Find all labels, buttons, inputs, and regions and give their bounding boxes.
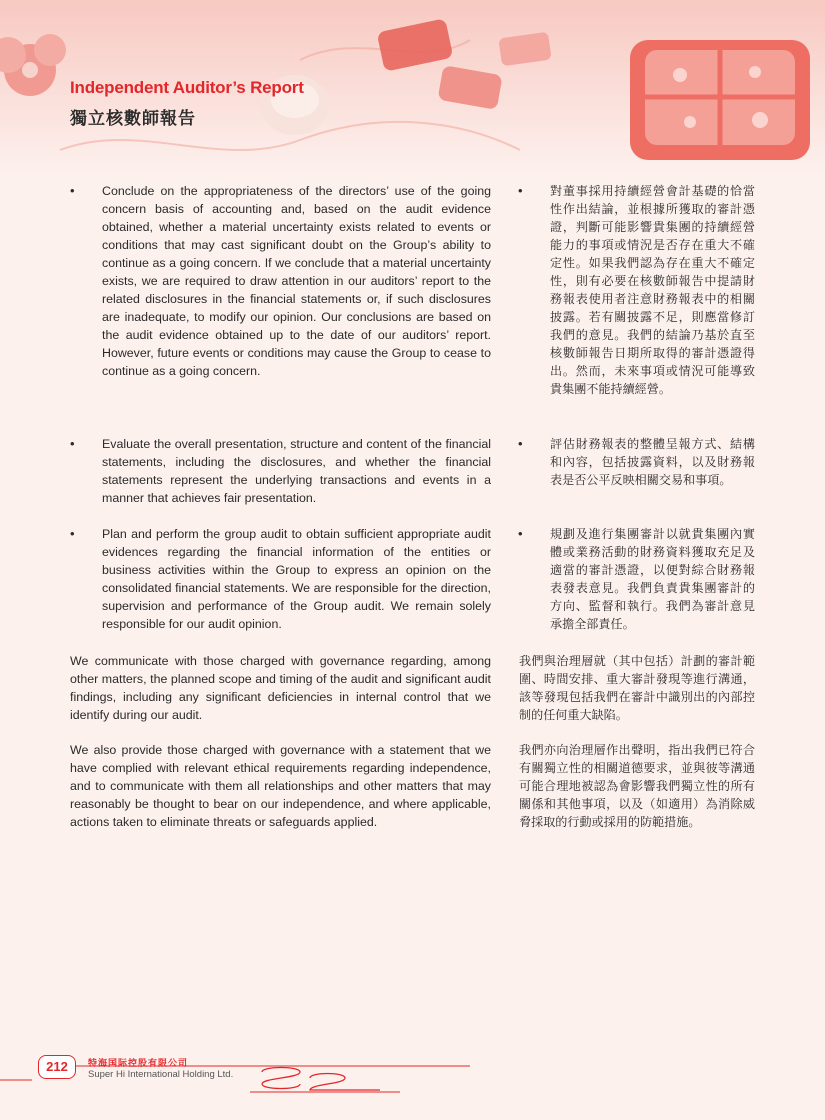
bullet-text-en: Conclude on the appropriateness of the directors’ use of the going concern basis of accounting and, based on the audit evidence obtained, whether a material uncertainty exists related to events or conditions that may cast significant doubt on the Group’s ability to continue as a going concern. If we conclude that a material uncertainty exists, we are required to draw attention in our auditors’ report to the related disclosures in the financial statements or, if such disclosures are inadequate, to modify our opinion. Our conclusions are based on the audit evidence obtained up to the date of our auditors’ report. However, future events or conditions may cause the Group to cease to continue as a going concern. xyxy=(102,184,491,378)
bullet-text-en: Evaluate the overall presentation, structure and content of the financial statements, including the disclosures, and whether the financial statements represent the underlying transactions and events in a manner that achieves fair presentation. xyxy=(102,437,491,505)
page-title-chinese: 獨立核數師報告 xyxy=(70,109,196,129)
page-number: 212 xyxy=(38,1055,76,1079)
paragraph-zh: 我們亦向治理層作出聲明，指出我們已符合有關獨立性的相關道德要求，並與彼等溝通可能合理地被認為會影響我們獨立性的所有關係和其他事項，以及（如適用）為消除威脅採取的行動或採用的防範措施。 xyxy=(519,743,755,829)
page-title: Independent Auditor’s Report xyxy=(70,78,304,97)
bullet-marker: • xyxy=(70,526,75,541)
company-name-english: Super Hi International Holding Ltd. xyxy=(88,1069,234,1080)
bullet-marker: • xyxy=(70,183,75,198)
bullet-marker: • xyxy=(518,526,523,541)
bullet-marker: • xyxy=(70,436,75,451)
bullet-text-en: Plan and perform the group audit to obtain sufficient appropriate audit evidences regarding the financial information of the entities or business activities within the Group to express an opinion on the consolidated financial statements. We are responsible for the direction, supervision and performance of the Group audit. We remain solely responsible for our audit opinion. xyxy=(102,527,491,631)
hotpot-icon xyxy=(630,40,810,160)
paragraph-en: We communicate with those charged with governance regarding, among other matters, the planned scope and timing of the audit and significant audit findings, including any significant deficiencies in internal control that we identify during our audit. xyxy=(70,654,491,722)
bullet-text-zh: 規劃及進行集團審計以就貴集團內實體或業務活動的財務資料獲取充足及適當的審計憑證，以便對綜合財務報表發表意見。我們負責貴集團審計的方向、監督和執行。我們為審計意見承擔全部責任。 xyxy=(550,527,755,631)
footer-decoration xyxy=(0,1040,825,1120)
bullet-marker: • xyxy=(518,436,523,451)
paragraph-en: We also provide those charged with governance with a statement that we have complied with relevant ethical requirements regarding independence, and to communicate with them all relationships and other matters that may reasonably be thought to bear on our independence, and where applicable, actions taken to eliminate threats or safeguards applied. xyxy=(70,743,491,829)
bullet-text-zh: 評估財務報表的整體呈報方式、結構和內容，包括披露資料，以及財務報表是否公平反映相關交易和事項。 xyxy=(550,437,755,487)
bullet-marker: • xyxy=(518,183,523,198)
paragraph-zh: 我們與治理層就（其中包括）計劃的審計範圍、時間安排、重大審計發現等進行溝通，該等發現包括我們在審計中識別出的內部控制的任何重大缺陷。 xyxy=(519,654,755,722)
company-name-chinese: 特海国际控股有限公司 xyxy=(88,1059,189,1069)
bullet-text-zh: 對董事採用持續經營會計基礎的恰當性作出結論，並根據所獲取的審計憑證，判斷可能影響貴集團的持續經營能力的事項或情況是否存在重大不確定性。如果我們認為存在重大不確定性，則有必要在核數師報告中提請財務報表使用者注意財務報表中的相關披露。若有關披露不足，則應當修訂我們的意見。我們的結論乃基於直至核數師報告日期所取得的審計憑證得出。然而，未來事項或情況可能導致貴集團不能持續經營。 xyxy=(550,184,755,396)
